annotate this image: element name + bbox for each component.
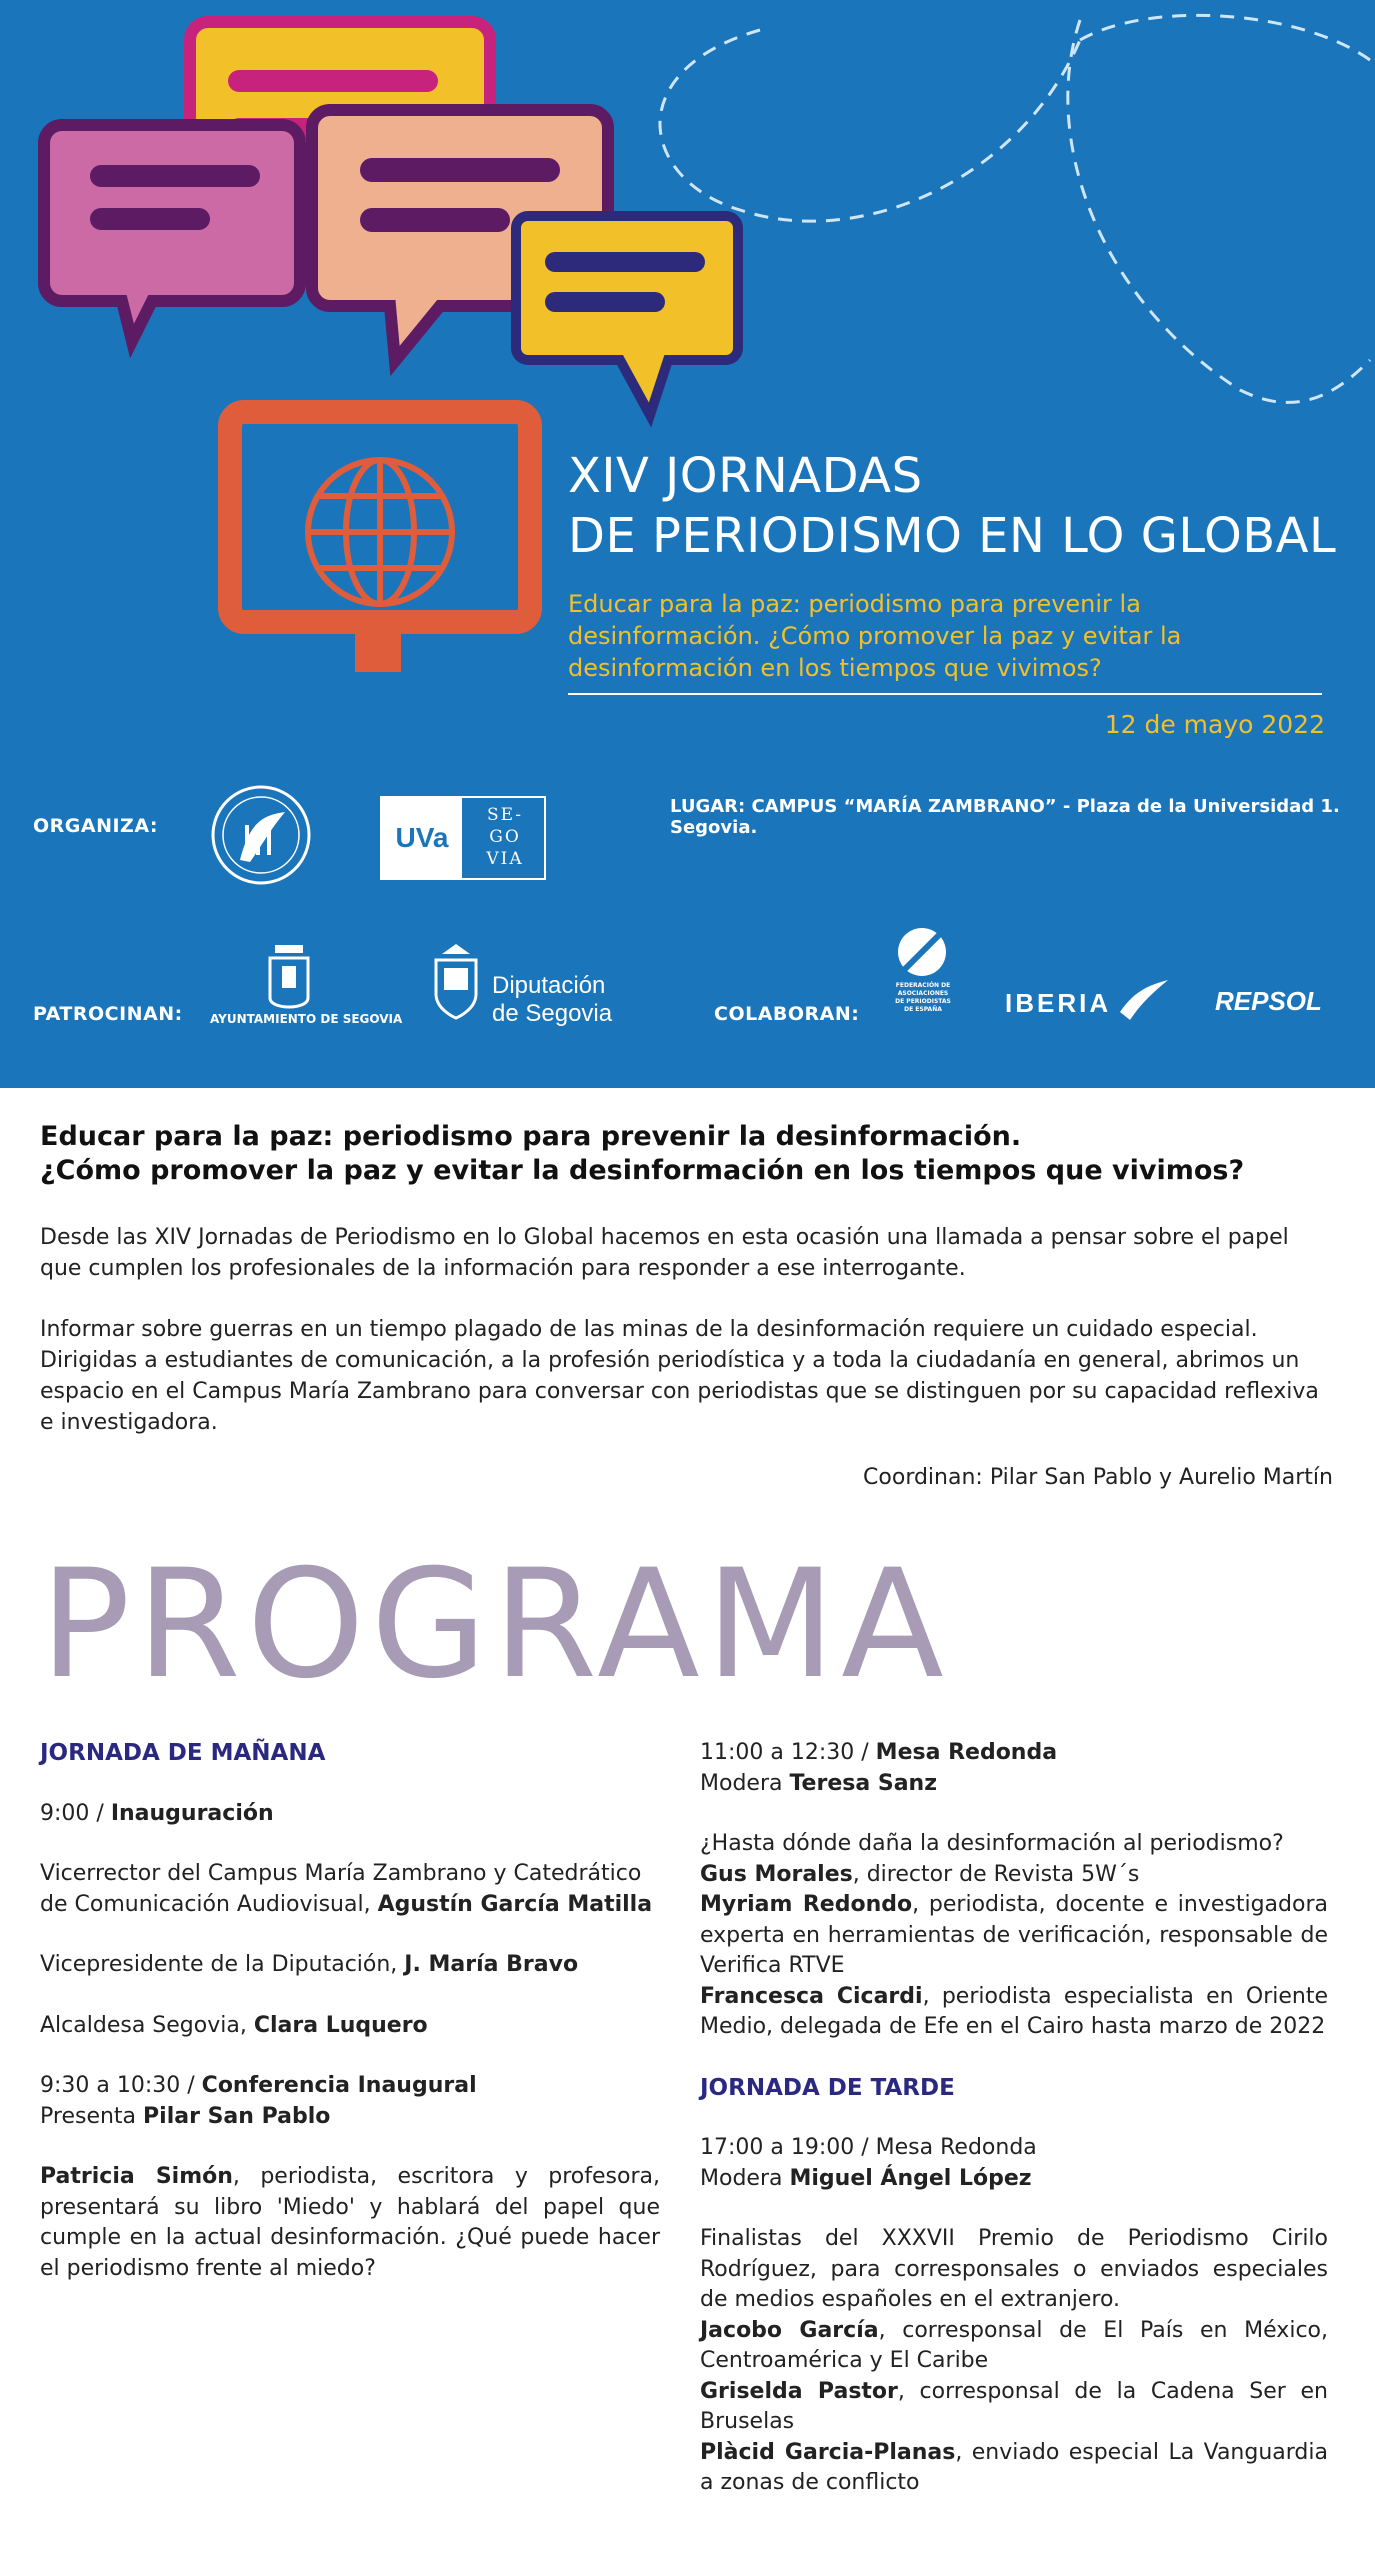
speaker-name: Francesca Cicardi <box>700 1983 923 2009</box>
colaboran-label: COLABORAN: <box>714 1003 860 1025</box>
time: 9:30 a 10:30 / <box>40 2073 202 2098</box>
segovia-logo-text: SE- GO VIA <box>486 805 524 869</box>
diputacion-line1: Diputación <box>492 972 606 999</box>
speaker-name: Gus Morales <box>700 1861 853 1887</box>
diputacion-shield-logo <box>436 944 476 1018</box>
moderator-label: Modera <box>700 1770 790 1796</box>
intro-paragraph: Desde las XIV Jornadas de Periodismo en lo Global hacemos en esta ocasión una llamada a pensar sobre el papel que cumplen los profesionales de la información para responder a ese interrogante. <box>40 1225 1289 1281</box>
panel-schedule <box>700 1738 1328 2499</box>
speaker-line <box>700 2438 1328 2499</box>
moderator-name: Teresa Sanz <box>789 1770 938 1796</box>
speaker-line <box>40 1950 660 1981</box>
moderator-line <box>700 1769 1328 1800</box>
presenter-name: Pilar San Pablo <box>143 2103 331 2129</box>
uva-logo-text: UVa <box>382 798 462 878</box>
event-date: 12 de mayo 2022 <box>1104 710 1325 739</box>
speaker-line <box>700 1860 1328 1891</box>
speaker-role: Alcaldesa Segovia, <box>40 2012 254 2038</box>
morning-schedule <box>40 1738 660 2314</box>
coordinators: Coordinan: Pilar San Pablo y Aurelio Martín <box>863 1465 1333 1490</box>
speaker-line <box>700 2316 1328 2377</box>
session-title: Conferencia Inaugural <box>201 2073 477 2098</box>
speaker-description: , director de Revista 5W´s <box>852 1861 1140 1887</box>
monitor-globe-icon <box>230 412 530 672</box>
speech-bubble-icon <box>44 125 300 341</box>
speaker-name: Jacobo García <box>700 2317 879 2343</box>
intro-paragraph: Informar sobre guerras en un tiempo plagado de las minas de la desinformación requiere un cuidado especial. Dirigidas a estudiantes de comunicación, a la profesión periodística y a toda la ciudadanía en general, abrimos un espacio en el Campus María Zambrano para conversar con periodistas que se distinguen por su capacidad reflexiva e investigadora. <box>40 1317 1319 1435</box>
organiza-label: ORGANIZA: <box>33 815 158 837</box>
schedule-item: 17:00 a 19:00 / Mesa Redonda <box>700 2135 1037 2160</box>
presenter-line <box>40 2102 660 2133</box>
federacion-logo <box>898 928 946 976</box>
poster-header <box>0 0 1375 1088</box>
speaker-name: Patricia Simón <box>40 2164 233 2189</box>
repsol-logo-text: REPSOL <box>1215 986 1322 1016</box>
venue-location: LUGAR: CAMPUS “MARÍA ZAMBRANO” - Plaza de la Universidad 1. Segovia. <box>670 796 1340 838</box>
speaker-name: Plàcid Garcia-Planas <box>700 2439 956 2465</box>
speaker-line <box>700 1982 1328 2043</box>
speaker-description: , corresponsal de la Cadena Ser en Bruselas <box>700 2378 1328 2434</box>
moderator-name: Miguel Ángel López <box>789 2165 1032 2191</box>
speaker-name: J. María Bravo <box>404 1952 579 1977</box>
moderator-label: Modera <box>700 2165 790 2191</box>
speaker-description: , corresponsal de El País en México, Centroamérica y El Caribe <box>700 2317 1328 2373</box>
schedule-item <box>40 2071 660 2102</box>
asociacion-periodistas-logo <box>213 787 309 883</box>
patrocinan-label: PATROCINAN: <box>33 1003 183 1025</box>
programa-title: PROGRAMA <box>40 1538 950 1712</box>
ayuntamiento-crest-logo <box>270 945 308 1007</box>
speaker-line <box>700 1890 1328 1982</box>
schedule-item <box>700 1738 1328 1769</box>
time: 11:00 a 12:30 / <box>700 1740 876 1765</box>
event-title-line1: XIV JORNADAS <box>568 448 923 504</box>
intro-heading-line1: Educar para la paz: periodismo para prevenir la desinformación. <box>40 1121 1022 1152</box>
session-title: Mesa Redonda <box>875 1740 1058 1765</box>
speaker-role: Vicepresidente de la Diputación, <box>40 1952 405 1977</box>
diputacion-logo-text <box>492 972 612 1028</box>
panel-question: ¿Hasta dónde daña la desinformación al periodismo? <box>700 1831 1284 1856</box>
diputacion-line2: de Segovia <box>492 1000 613 1027</box>
speaker-line <box>40 2162 660 2284</box>
afternoon-heading: JORNADA DE TARDE <box>700 2074 955 2101</box>
speaker-description: , enviado especial La Vanguardia a zonas de conflicto <box>700 2439 1328 2495</box>
speaker-description: , periodista, docente e investigadora experta en herramientas de verificación, responsable de Verifica RTVE <box>700 1892 1328 1978</box>
intro-heading <box>40 1120 1340 1188</box>
speaker-line <box>700 2377 1328 2438</box>
speaker-name: Myriam Redondo <box>700 1892 913 1917</box>
event-title-line2: DE PERIODISMO EN LO GLOBAL <box>568 508 1337 564</box>
panel-description: Finalistas del XXXVII Premio de Periodismo Cirilo Rodríguez, para corresponsales o enviados especiales de medios españoles en el extranjero. <box>700 2226 1328 2312</box>
speaker-line <box>40 2011 660 2042</box>
divider <box>568 693 1322 695</box>
presenter-label: Presenta <box>40 2103 144 2129</box>
speaker-description: , periodista especialista en Oriente Medio, delegada de Efe en el Cairo hasta marzo de 2022 <box>700 1983 1328 2039</box>
ayuntamiento-logo-text: AYUNTAMIENTO DE SEGOVIA <box>210 1012 403 1026</box>
moderator-line <box>700 2164 1328 2195</box>
speech-bubble-icon <box>516 216 738 415</box>
speaker-name: Griselda Pastor <box>700 2378 898 2404</box>
speaker-name: Clara Luquero <box>253 2012 428 2038</box>
schedule-item <box>40 1799 660 1830</box>
uva-segovia-logo <box>380 796 546 880</box>
speaker-line <box>40 1859 660 1920</box>
event-title <box>568 446 1336 566</box>
intro-heading-line2: ¿Cómo promover la paz y evitar la desinformación en los tiempos que vivimos? <box>40 1155 1245 1186</box>
federacion-logo-text: FEDERACIÓN DE ASOCIACIONES DE PERIODISTAS DE ESPAÑA <box>895 982 951 1013</box>
speaker-description: , periodista, escritora y profesora, presentará su libro 'Miedo' y hablará del papel que cumple en la actual desinformación. ¿Qué puede hacer el periodismo frente al miedo? <box>40 2164 660 2281</box>
speaker-role: Vicerrector del Campus María Zambrano y Catedrático de Comunicación Audiovisual, <box>40 1861 642 1917</box>
iberia-logo-text: IBERIA <box>1005 988 1112 1018</box>
iberia-logo <box>1120 980 1168 1020</box>
morning-heading: JORNADA DE MAÑANA <box>40 1740 326 1766</box>
session-title: Inauguración <box>110 1800 274 1826</box>
time: 9:00 / <box>40 1800 111 1826</box>
event-subtitle: Educar para la paz: periodismo para prevenir la desinformación. ¿Cómo promover la paz y evitar la desinformación en los tiempos que vivimos? <box>568 590 1182 682</box>
speaker-name: Agustín García Matilla <box>377 1891 653 1917</box>
